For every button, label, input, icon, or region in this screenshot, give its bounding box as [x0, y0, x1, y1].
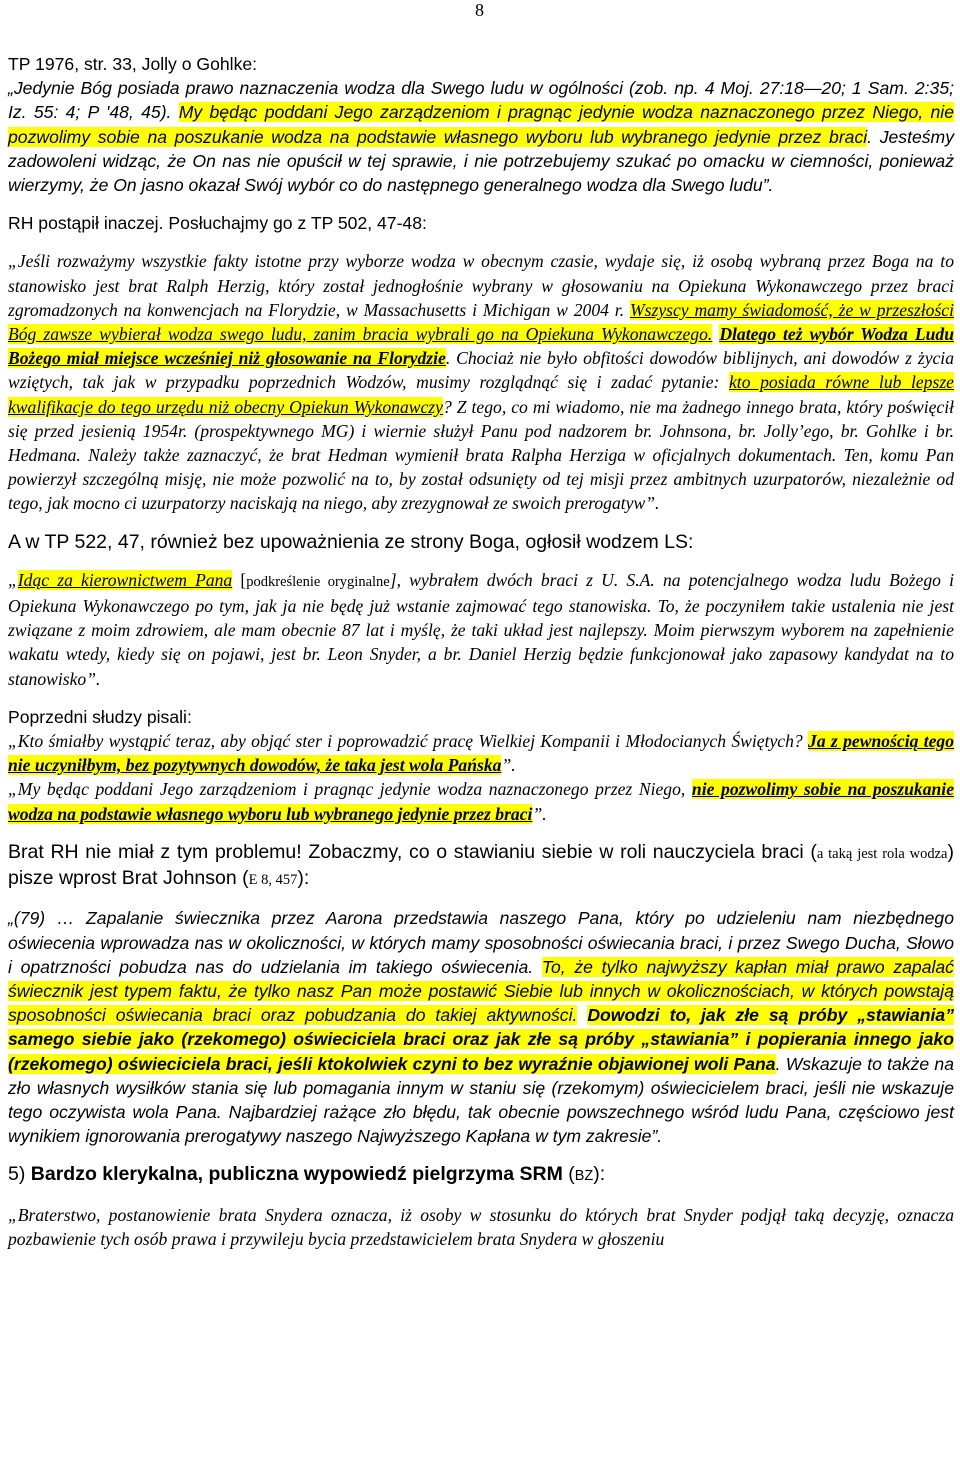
paragraph-block-4	[8, 249, 954, 515]
text-run: podkreślenie oryginalne	[246, 573, 390, 590]
text-run: a taką jest rola wodza	[816, 845, 948, 862]
paragraph-block-6	[8, 568, 954, 691]
text-run: RH postąpił inaczej.	[8, 213, 169, 234]
text-run: Wszyscy mamy świadomość, że w przeszłości Bóg zawsze wybierał wodza swego ludu, zanim bracia wybrali go na Opiekuna Wykonawczego.	[8, 299, 954, 345]
document-body	[8, 52, 954, 1265]
text-run: Idąc za kierownictwem Pana	[17, 569, 233, 590]
paragraph-block-7	[8, 705, 954, 729]
text-run: ”.	[532, 803, 547, 824]
text-run: E 8, 457	[248, 872, 298, 889]
text-run: „My będąc poddani Jego zarządzeniom i pragnąc jedynie wodza naznaczonego przez Niego,	[8, 779, 692, 800]
text-run: „Kto śmiałby wystąpić teraz, aby objąć ster i poprowadzić pracę Wielkiej Kompanii i Młodocianych Świętych?	[8, 731, 809, 752]
text-run: ? Z tego, co mi wiadomo, nie ma żadnego innego brata, który poświęcił się przed jesienią 1954r. (prospektywnego MG) i wiernie służył Panu pod nadzorem br. Johnsona, br. Jolly’ego, br. Gohlke i br. Hedmana. Należy także zaznaczyć, że brat Hedman wymienił brata Ralpha Herziga w oficjalnych dokumentach. Ten, komu Pan powierzył szczególną misję, nie może pozwolić na to, by został odsunięty od tej misji przez ambitnych uzurpatorów, niezależnie od tego, jak mocno ci uzurpatorzy naciskają na niego, aby zrezygnował ze swoich prerogatyw”.	[8, 396, 954, 514]
paragraph-block-5	[8, 530, 954, 554]
text-run: ) pisze wprost Brat Johnson (	[8, 840, 954, 890]
text-run: . Wskazuje to także na zło własnych wysiłków stania się lub pomagania innym w staniu się (rzekomym) oświecicielem braci, jeśli nie wskazuje tego oczywista wola Pana. Najbardziej rażące zło błędu, tak obecnie powszechnego wśród ludu Pana, częściowo jest wynikiem ignorowania prerogatywy naszego Najwyższego Kapłana w tym zakresie”.	[8, 1053, 954, 1147]
paragraph-block-9	[8, 777, 954, 825]
text-run: 5)	[8, 1163, 31, 1186]
text-run: ”.	[501, 755, 516, 776]
text-run: My będąc poddani Jego zarządzeniom i pragnąc jedynie wodza naznaczonego przez Niego, nie pozwolimy sobie na poszukanie wodza na podstawie własnego wyboru lub wybranego jedynie przez braci	[8, 102, 954, 147]
paragraph-block-8	[8, 729, 954, 777]
paragraph-block-2	[8, 76, 954, 197]
paragraph-block-11	[8, 906, 954, 1148]
text-run: „Jedynie Bóg posiada prawo naznaczenia wodza dla Swego ludu w ogólności (zob. np. 4 Moj. 27:18—20; 1 Sam. 2:35; Iz. 55: 4; P '48, 45).	[8, 78, 954, 123]
text-run: TP 1976, str. 33, Jolly o Gohlke:	[8, 54, 258, 74]
text-run: (	[562, 1163, 575, 1186]
text-run: nie pozwolimy sobie na poszukanie wodza na podstawie własnego wyboru lub wybranego jedynie przez braci	[8, 779, 954, 824]
paragraph-block-10	[8, 840, 954, 892]
text-run: „Jeśli rozważymy wszystkie fakty istotne przy wyborze wodza w obecnym czasie, wydaje się, iż osobą wybraną przez Boga na to stanowisko jest brat Ralph Herzig, który został jednogłośnie wybrany w głosowaniu na Opiekuna Wykonawczego przez braci zgromadzonych na konwencjach na Florydzie, w Massachusetts i Michigan w 2004 r.	[8, 251, 954, 320]
text-run: Bardzo klerykalna, publiczna wypowiedź pielgrzyma SRM	[30, 1163, 563, 1186]
text-run: „Braterstwo, postanowienie brata Snydera oznacza, iż osoby w stosunku do których brat Snyder podjął taką decyzję, oznacza pozbawienie tych osób prawa i przywileju bycia przedstawicielem brata Snydera w głoszeniu	[8, 1204, 954, 1249]
text-run	[577, 1005, 587, 1025]
text-run: „(79) … Zapalanie świecznika przez Aarona przedstawia naszego Pana, który po udzieleniu nam niezbędnego oświecenia wprowadza nas w okoliczności, w których mamy sposobności oświecania braci, i przez Swego Ducha, Słowo i opatrzności pobudza nas do udzielania im takiego oświecenia.	[8, 908, 954, 977]
text-run: kto posiada równe lub lepsze kwalifikacje do tego urzędu niż obecny Opiekun Wykonawczy	[8, 372, 954, 417]
text-run: . Chociaż nie było obfitości dowodów biblijnych, ani dowodów z życia wziętych, tak jak w przypadku poprzednich Wodzów, musimy rozglądnąć się i zadać pytanie:	[8, 348, 954, 393]
text-run: Poprzedni słudzy pisali:	[8, 706, 192, 727]
text-run: To, że tylko najwyższy kapłan miał prawo zapalać świecznik jest typem faktu, że tylko nasz Pan może postawić Siebie lub innych w okolicznościach, w których powstają sposobności oświecania braci oraz pobudzania do takiej aktywności.	[8, 956, 954, 1026]
paragraph-block-3	[8, 211, 954, 235]
text-run: ], wybrałem dwóch braci z U. S.A. na potencjalnego wodza ludu Bożego i Opiekuna Wykonawczego po tym, jak ja nie będę już wstanie zajmować tego stanowiska. To, że poczyniłem takie ustalenia nie jest związane z moim zdrowiem, ale mam obecnie 87 lat i myślę, że taki układ jest najlepszy. Moim pierwszym wyborem na zapełnienie wakatu wtedy, kiedy się on pojawi, jest br. Leon Snyder, a br. Daniel Herzig będzie funkcjonował jako zapasowy kandydat na to stanowisko”.	[8, 569, 954, 689]
page-number: 8	[475, 0, 484, 20]
text-run: Dlatego też wybór Wodza Ludu Bożego miał miejsce wcześniej niż głosowanie na Florydzie	[8, 324, 954, 369]
text-run: Brat RH nie miał z tym problemu! Zobaczmy, co o stawianiu siebie w roli nauczyciela braci (	[8, 840, 817, 863]
text-run: „	[8, 569, 18, 590]
text-run: Posłuchajmy go z TP 502, 47-48:	[168, 213, 427, 234]
paragraph-block-12	[8, 1162, 954, 1188]
text-run: . Jesteśmy zadowoleni widząc, że On nas nie opuścił w tej sprawie, i nie potrzebujemy szukać po omacku w ciemności, ponieważ wierzymy, że On jasno okazał Swój wybór co do następnego generalnego wodza dla Swego ludu”.	[8, 126, 954, 196]
text-run: Ja z pewnością tego nie uczyniłbym, bez pozytywnych dowodów, że taka jest wola Pańska	[8, 731, 954, 776]
text-run: ):	[297, 867, 310, 890]
text-run: [	[232, 569, 247, 590]
text-run: BZ	[574, 1168, 594, 1185]
text-run: Dowodzi to, jak złe są próby „stawiania” samego siebie jako (rzekomego) oświeciciela braci oraz jak złe są próby „stawiania” i popierania innego jako (rzekomego) oświeciciela braci, jeśli ktokolwiek czyni to bez wyraźnie objawionej woli Pana	[8, 1005, 955, 1074]
text-run: ):	[593, 1163, 606, 1186]
paragraph-block-1	[8, 52, 954, 76]
text-run: A w TP 522, 47, również bez upoważnienia ze strony Boga, ogłosił wodzem LS:	[8, 530, 694, 553]
paragraph-block-13	[8, 1203, 954, 1251]
